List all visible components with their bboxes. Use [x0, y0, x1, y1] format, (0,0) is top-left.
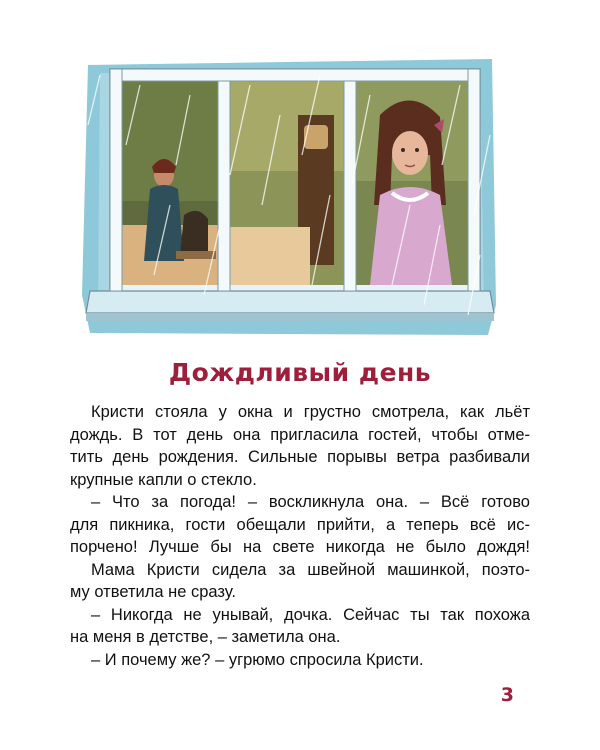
text-line: для пикника, гости обещали прийти, а теперь всё ис- [70, 515, 530, 534]
window-illustration [80, 55, 500, 340]
text-line: тить день рождения. Сильные порывы ветра разбивали [70, 448, 530, 466]
page-number: 3 [500, 684, 514, 706]
text-line: крупные капли о стекло. [70, 470, 257, 489]
text-line: дождь. В тот день она пригласила гостей, чтобы отме- [70, 425, 530, 444]
text-line: порчено! Лучше бы на свете никогда не было дождя! [70, 538, 530, 556]
text-line: Мама Кристи сидела за швейной машинкой, поэто- [91, 560, 530, 579]
story-title: Дождливый день [168, 358, 432, 387]
text-line: – Что за погода! – воскликнула она. – Всё готово [91, 493, 530, 511]
text-line: му ответила не сразу. [70, 583, 236, 601]
text-line: – И почему же? – угрюмо спросила Кристи. [91, 650, 424, 669]
text-line: Кристи стояла у окна и грустно смотрела, как льёт [91, 403, 530, 421]
story-text [70, 401, 530, 671]
text-line: – Никогда не унывай, дочка. Сейчас ты так похожа [91, 605, 530, 624]
text-line: на меня в детстве, – заметила она. [70, 628, 341, 646]
